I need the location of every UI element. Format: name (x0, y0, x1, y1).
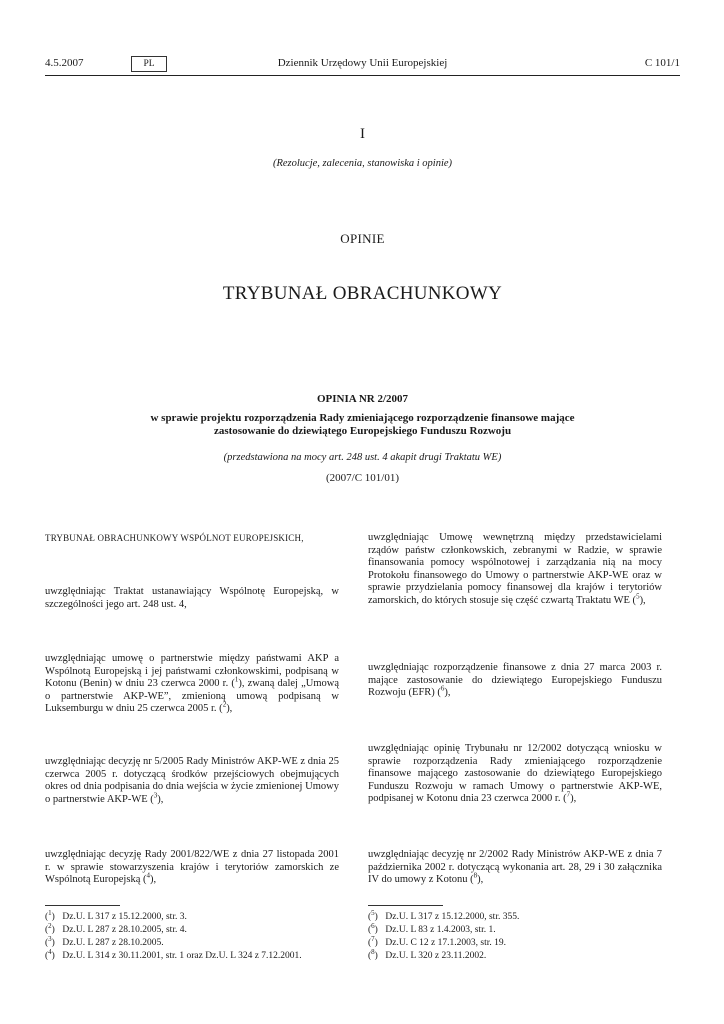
footnote: ($^5$) Dz.U. L 317 z 15.12.2000, str. 355. (368, 908, 520, 922)
recital: uwzględniając decyzję nr 5/2005 Rady Ministrów AKP-WE z dnia 25 czerwca 2005 r. dotyczącą środków przejściowych obejmujących okres od dnia podpisania do dnia wejścia w życie zmienionej Umowy o partnerstwie AKP-WE ($^3$), (45, 756, 339, 805)
journal-reference: C 101/1 (644, 57, 680, 69)
institution-heading: TRYBUNAŁ OBRACHUNKOWY (222, 283, 503, 304)
opinion-title-line: w sprawie projektu rozporządzenia Rady zmieniającego rozporządzenie finansowe mające (150, 412, 575, 424)
header-divider (45, 75, 680, 76)
footnotes-right (368, 908, 662, 963)
footnote-ref[interactable]: 7 (566, 790, 571, 799)
section-subtitle: (Rezolucje, zalecenia, stanowiska i opinie) (272, 158, 453, 169)
footnote: ($^3$) Dz.U. L 287 z 28.10.2005. (45, 934, 164, 948)
footnotes-left (45, 908, 339, 963)
recital-intro: TRYBUNAŁ OBRACHUNKOWY WSPÓLNOT EUROPEJSKICH, (45, 533, 304, 543)
footnote: ($^8$) Dz.U. L 320 z 23.11.2002. (368, 947, 487, 961)
footnote-ref[interactable]: 5 (636, 592, 640, 601)
opinion-reference: (2007/C 101/01) (325, 472, 400, 484)
page-header (45, 57, 680, 73)
footnote: ($^1$) Dz.U. L 317 z 15.12.2000, str. 3. (45, 908, 187, 922)
recital: uwzględniając rozporządzenie finansowe z dnia 27 marca 2003 r. mające zastosowanie do dziewiątego Europejskiego Funduszu Rozwoju (EFR) ($^6$), (368, 662, 662, 699)
footnote-divider (45, 905, 120, 906)
language-badge: PL (131, 56, 167, 72)
footnote-divider (368, 905, 443, 906)
footnote: ($^2$) Dz.U. L 287 z 28.10.2005, str. 4. (45, 921, 187, 935)
header-date: 4.5.2007 (45, 57, 84, 69)
section-number: I (360, 126, 365, 142)
recital: uwzględniając decyzję Rady 2001/822/WE z dnia 27 listopada 2001 r. w sprawie stowarzyszenia krajów i terytoriów zamorskich ze Wspólnotą Europejską ($^4$), (45, 849, 339, 886)
footnote-ref[interactable]: 2 (222, 700, 227, 709)
footnote-ref[interactable]: 8 (473, 871, 478, 880)
footnote-ref[interactable]: 6 (440, 684, 445, 693)
opinion-legal-basis: (przedstawiona na mocy art. 248 ust. 4 akapit drugi Traktatu WE) (223, 452, 502, 463)
footnote-ref[interactable]: 3 (153, 791, 158, 800)
footnote: ($^4$) Dz.U. L 314 z 30.11.2001, str. 1 oraz Dz.U. L 324 z 7.12.2001. (45, 947, 302, 961)
recital: uwzględniając decyzję nr 2/2002 Rady Ministrów AKP-WE z dnia 7 października 2002 r. dotyczącą wykonania art. 28, 29 i 30 załącznika IV do umowy z Kotonu ($^8$), (368, 849, 662, 886)
opinion-number: OPINIA NR 2/2007 (316, 393, 409, 405)
opinion-title-line: zastosowanie do dziewiątego Europejskiego Funduszu Rozwoju (213, 425, 512, 437)
journal-title: Dziennik Urzędowy Unii Europejskiej (277, 57, 448, 69)
recital: uwzględniając umowę o partnerstwie między państwami AKP a Wspólnotą Europejską i jej państwami członkowskimi, podpisaną w Kotonu (Benin) w dniu 23 czerwca 2000 r. ($^1$), zwaną dalej „Umową o partnerstwie AKP-WE”, zmienioną umową podpisaną w Luksemburgu w dniu 25 czerwca 2005 r. ($^2$), (45, 653, 339, 715)
footnote: ($^7$) Dz.U. C 12 z 17.1.2003, str. 19. (368, 934, 506, 948)
footnote-ref[interactable]: 4 (146, 871, 150, 880)
category-heading: OPINIE (340, 231, 385, 246)
opinion-title (45, 412, 680, 438)
footnote-ref[interactable]: 1 (234, 675, 239, 684)
recital: uwzględniając Umowę wewnętrzną między przedstawicielami rządów państw członkowskich, zebranymi w Radzie, w sprawie finansowania pomocy wspólnotowej i zarządzania nią na mocy Protokołu finansowego do Umowy o partnerstwie AKP-WE oraz w sprawie przydzielania pomocy finansowej dla krajów i terytoriów zamorskich, do których stosuje się część czwartą Traktatu WE ($^5$), (368, 532, 662, 606)
footnote: ($^6$) Dz.U. L 83 z 1.4.2003, str. 1. (368, 921, 496, 935)
recital: uwzględniając Traktat ustanawiający Wspólnotę Europejską, w szczególności jego art. 248 ust. 4, (45, 586, 339, 610)
recital: uwzględniając opinię Trybunału nr 12/2002 dotyczącą wniosku w sprawie rozporządzenia Rady zmieniającego rozporządzenie finansowe mającego zastosowanie do dziewiątego Europejskiego Funduszu Rozwoju w ramach Umowy o partnerstwie AKP-WE, podpisanej w Kotonu dnia 23 czerwca 2000 r. ($^7$), (368, 743, 662, 805)
